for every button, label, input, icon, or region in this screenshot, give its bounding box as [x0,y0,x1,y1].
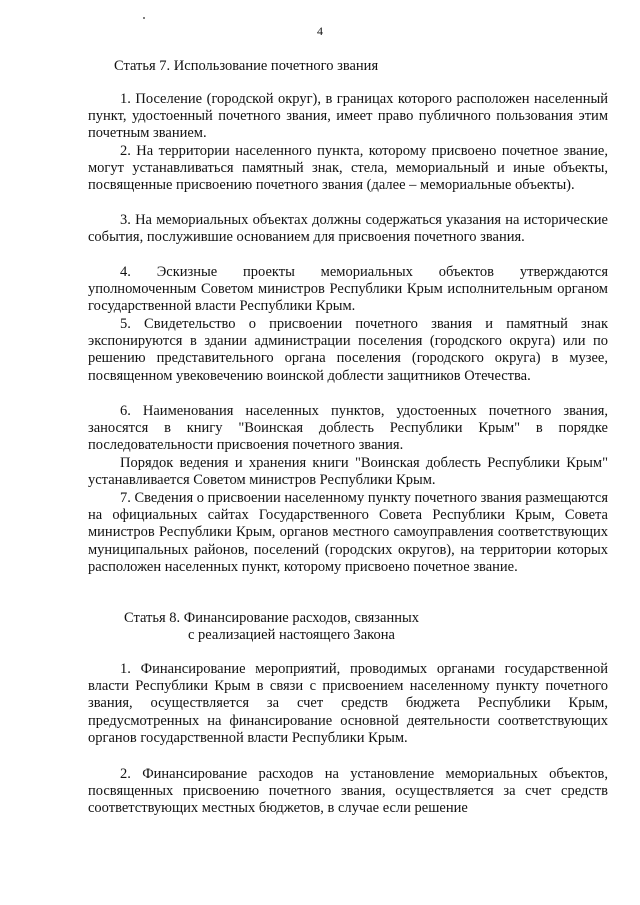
article-8-title-line-1: Статья 8. Финансирование расходов, связанных [124,610,419,626]
article-7-title: Статья 7. Использование почетного звания [114,58,379,74]
article-8-paragraph-2: 2. Финансирование расходов на установление мемориальных объектов, посвященных присвоению почетного звания, осуществляется за счет средств соответствующих местных бюджетов, в случае если решение [88,766,608,817]
article-7-paragraph-3: 3. На мемориальных объектах должны содержаться указания на исторические события, послужившие основанием для присвоения почетного звания. [88,212,608,246]
article-7-paragraph-4: 4. Эскизные проекты мемориальных объектов утверждаются уполномоченным Советом министров Республики Крым исполнительным органом государственной власти Республики Крым. [88,264,608,315]
article-7-paragraph-7: 7. Сведения о присвоении населенному пункту почетного звания размещаются на официальных сайтах Государственного Совета Республики Крым, Совета министров Республики Крым, органов местного самоуправления соответствующих муниципальных районов, поселений (городских округов), на территории которых расположен населенных пункт, которому присвоено почетное звание. [88,490,608,575]
page-number: 4 [317,24,323,38]
scan-speck [143,17,145,19]
article-8-title-line-2: с реализацией настоящего Закона [188,627,395,643]
article-7-paragraph-6: 6. Наименования населенных пунктов, удостоенных почетного звания, заносятся в книгу "Воинская доблесть Республики Крым" в порядке последовательности присвоения почетного звания. [88,403,608,454]
article-7-paragraph-5: 5. Свидетельство о присвоении почетного звания и памятный знак экспонируются в здании администрации поселения (городского округа) или по решению представительного органа поселения (городского округа) в музее, посвященном увековечению воинской доблести защитников Отечества. [88,316,608,384]
article-7-paragraph-2: 2. На территории населенного пункта, которому присвоено почетное звание, могут устанавливаться памятный знак, стела, мемориальный и иные объекты, посвященные присвоению почетного звания (далее – мемориальные объекты). [88,143,608,194]
article-8-paragraph-1: 1. Финансирование мероприятий, проводимых органами государственной власти Республики Крым в связи с присвоением населенному пункту почетного звания, осуществляется за счет средств бюджета Республики Крым, предусмотренных на финансирование основной деятельности соответствующих органов государственной власти Республики Крым. [88,661,608,746]
article-7-paragraph-6-order: Порядок ведения и хранения книги "Воинская доблесть Республики Крым" устанавливается Советом министров Республики Крым. [88,455,608,489]
article-7-paragraph-1: 1. Поселение (городской округ), в границах которого расположен населенный пункт, удостоенный почетного звания, имеет право публичного пользования этим почетным званием. [88,91,608,142]
